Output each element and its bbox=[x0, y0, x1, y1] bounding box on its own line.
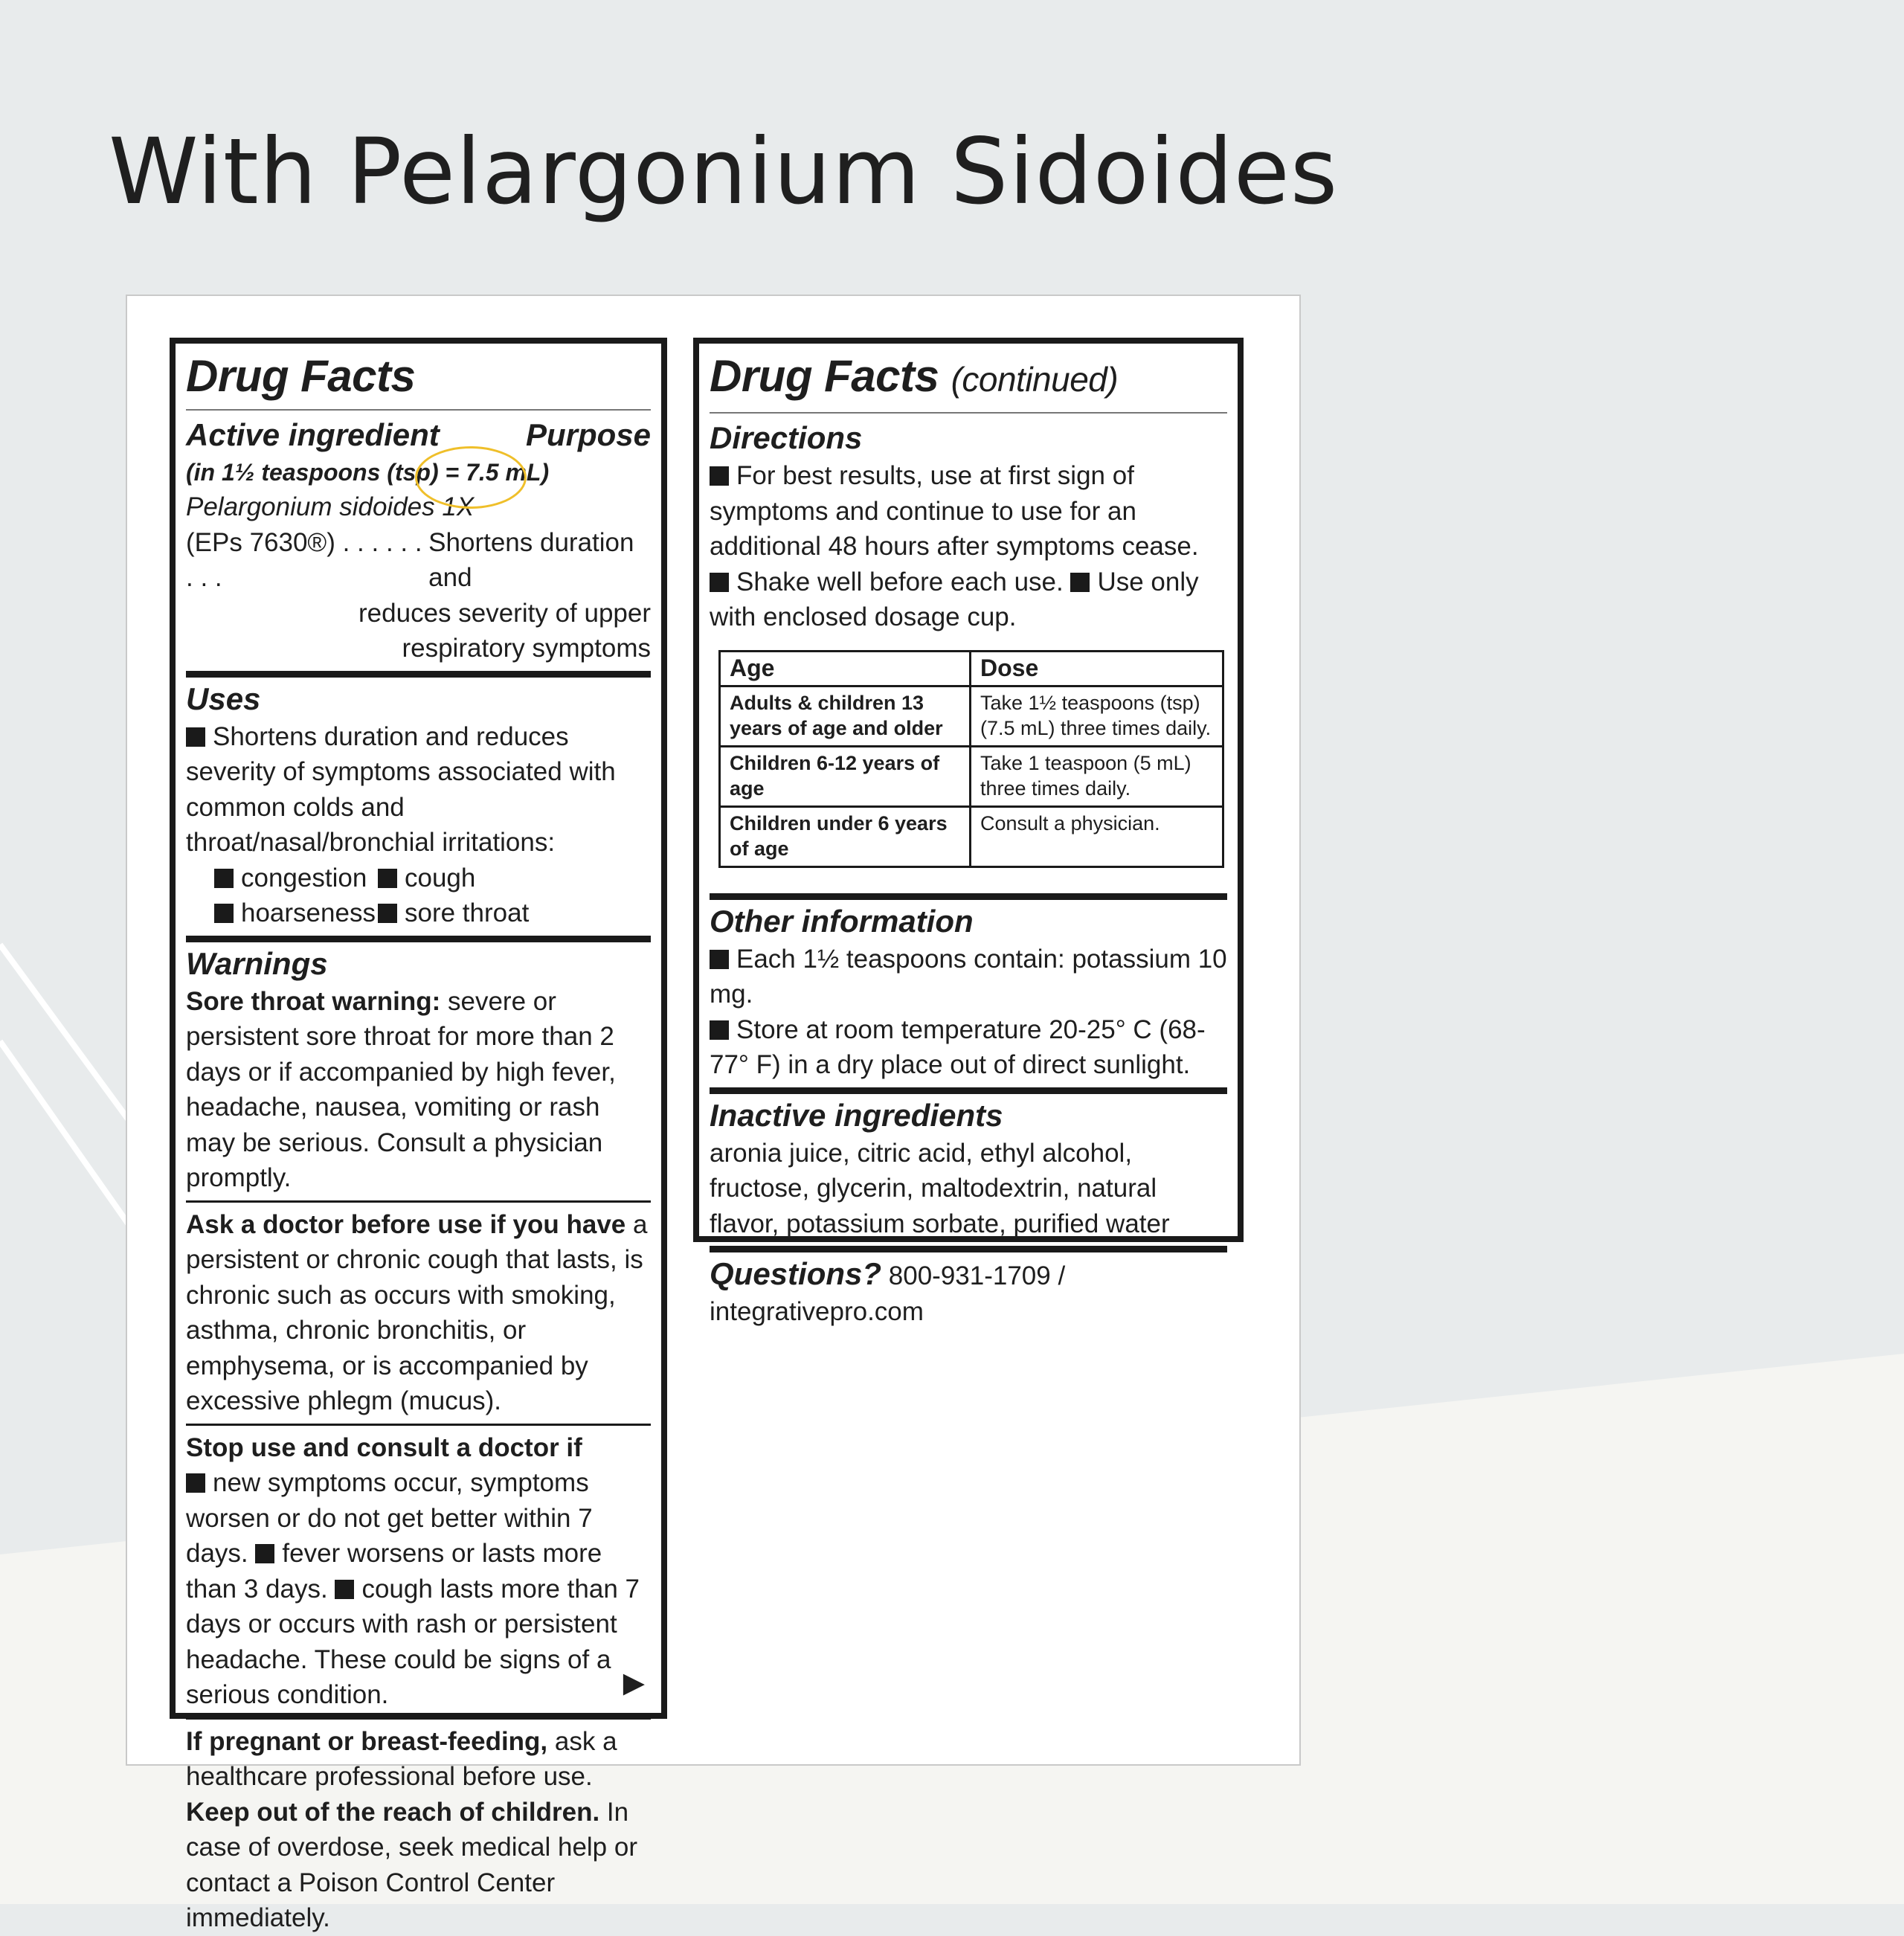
active-ingredient-header bbox=[186, 415, 651, 455]
continue-arrow-icon: ▶ bbox=[623, 1668, 645, 1699]
bullet-square-icon bbox=[186, 727, 205, 747]
purpose-line-2: reduces severity of upper bbox=[358, 598, 651, 628]
dose-cell: Take 1½ teaspoons (tsp) (7.5 mL) three times daily. bbox=[971, 686, 1223, 746]
age-column-header: Age bbox=[720, 651, 971, 686]
dosage-table bbox=[718, 650, 1224, 868]
age-cell: Children 6-12 years of age bbox=[720, 746, 971, 806]
table-row bbox=[720, 806, 1223, 866]
dose-cell: Take 1 teaspoon (5 mL) three times daily. bbox=[971, 746, 1223, 806]
ask-doctor-warning: Ask a doctor before use if you have a persistent or chronic cough that lasts, is chronic such as occurs with smoking, asthma, chronic bronchitis, or emphysema, or is accompanied by excessive phlegm (mucus). bbox=[186, 1209, 648, 1415]
stop-use-text: new symptoms occur, symptoms worsen or do not get better within 7 days. fever worsens or lasts more than 3 days. cough lasts more than 7 days or occurs with rash or persistent headache. These could be signs of a serious condition. bbox=[186, 1468, 640, 1709]
active-ingredient-amount: (in 1½ teaspoons (tsp) = 7.5 mL) bbox=[186, 459, 550, 486]
dose-column-header: Dose bbox=[971, 651, 1223, 686]
other-information-heading: Other information bbox=[710, 903, 974, 939]
table-row bbox=[720, 686, 1223, 746]
ingredient-name: Pelargonium sidoides 1X bbox=[186, 492, 475, 521]
section-divider bbox=[186, 671, 651, 678]
list-item: hoarseness bbox=[214, 895, 378, 931]
purpose-heading: Purpose bbox=[525, 417, 651, 452]
divider bbox=[186, 1200, 651, 1203]
uses-bullet-list bbox=[186, 861, 651, 931]
drug-facts-title: Drug Facts bbox=[186, 351, 416, 401]
pregnancy-warning: If pregnant or breast-feeding, ask a healthcare professional before use. Keep out of the reach of children. In case of overdose, seek medical help or contact a Poison Control Center immediately. bbox=[186, 1726, 637, 1932]
inactive-ingredients-heading: Inactive ingredients bbox=[710, 1097, 1003, 1133]
divider bbox=[186, 409, 651, 411]
directions-heading: Directions bbox=[710, 420, 863, 455]
dose-cell: Consult a physician. bbox=[971, 806, 1223, 866]
stop-use-heading: Stop use and consult a doctor if bbox=[186, 1432, 582, 1462]
ingredient-code: (EPs 7630®) . . . . . . . . . bbox=[186, 527, 422, 592]
bullet-square-icon bbox=[1070, 573, 1090, 592]
bullet-square-icon bbox=[710, 950, 729, 969]
table-header-row bbox=[720, 651, 1223, 686]
inactive-ingredients-text: aronia juice, citric acid, ethyl alcohol, fructose, glycerin, maltodextrin, natural flavor, potassium sorbate, purified water bbox=[710, 1138, 1170, 1238]
bullet-square-icon bbox=[255, 1544, 274, 1563]
questions-contact: 800-931-1709 / integrativepro.com bbox=[710, 1261, 1066, 1326]
divider bbox=[186, 1424, 651, 1426]
directions-text: For best results, use at first sign of symptoms and continue to use for an additional 48 hours after symptoms cease. Shake well before each use. Use only with enclosed dosage cup. bbox=[710, 461, 1199, 631]
ingredient-row bbox=[186, 525, 651, 596]
drug-facts-panel bbox=[170, 338, 667, 1932]
other-information-text: Each 1½ teaspoons contain: potassium 10 mg. Store at room temperature 20-25° C (68-77° F) in a dry place out of direct sunlight. bbox=[710, 944, 1227, 1079]
age-cell: Children under 6 years of age bbox=[720, 806, 971, 866]
sore-throat-warning: Sore throat warning: severe or persistent sore throat for more than 2 days or if accompanied by high fever, headache, nausea, vomiting or rash may be serious. Consult a physician promptly. bbox=[186, 986, 616, 1192]
bullet-square-icon bbox=[214, 869, 234, 888]
divider bbox=[710, 412, 1227, 414]
uses-heading: Uses bbox=[186, 681, 261, 716]
bullet-square-icon bbox=[710, 466, 729, 486]
list-item: congestion bbox=[214, 861, 378, 896]
section-divider bbox=[186, 936, 651, 942]
list-item: sore throat bbox=[378, 898, 529, 927]
purpose-line-1: Shortens duration and bbox=[428, 527, 634, 592]
bullet-square-icon bbox=[710, 1020, 729, 1040]
bullet-square-icon bbox=[214, 904, 234, 923]
continued-label: (continued) bbox=[951, 360, 1119, 399]
drug-facts-continued-panel bbox=[693, 338, 1244, 1326]
bullet-square-icon bbox=[378, 904, 397, 923]
questions-label: Questions? bbox=[710, 1256, 882, 1291]
warnings-heading: Warnings bbox=[186, 945, 328, 981]
active-ingredient-heading: Active ingredient bbox=[186, 417, 440, 452]
age-cell: Adults & children 13 years of age and older bbox=[720, 686, 971, 746]
questions-line bbox=[710, 1254, 1227, 1330]
section-divider bbox=[710, 1087, 1227, 1094]
bullet-square-icon bbox=[335, 1580, 354, 1599]
page-headline: With Pelargonium Sidoides bbox=[109, 119, 1339, 225]
label-sheet bbox=[126, 295, 1301, 1932]
purpose-line-3: respiratory symptoms bbox=[402, 634, 651, 663]
section-divider bbox=[710, 893, 1227, 900]
drug-facts-continued-title: Drug Facts (continued) bbox=[710, 351, 1119, 401]
bullet-square-icon bbox=[186, 1473, 205, 1493]
table-row bbox=[720, 746, 1223, 806]
highlight-circle bbox=[415, 446, 527, 509]
section-divider bbox=[710, 1246, 1227, 1252]
bullet-square-icon bbox=[378, 869, 397, 888]
bullet-square-icon bbox=[710, 573, 729, 592]
uses-text: Shortens duration and reduces severity of symptoms associated with common colds and throat/nasal/bronchial irritations: bbox=[186, 721, 616, 857]
list-item: cough bbox=[378, 864, 475, 893]
divider bbox=[186, 1717, 651, 1720]
